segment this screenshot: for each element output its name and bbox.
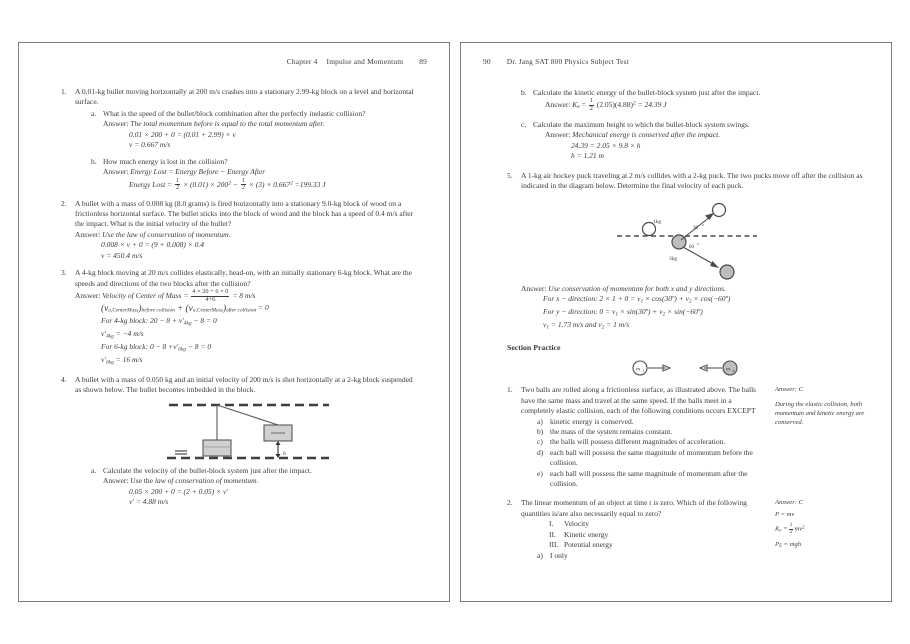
running-head-right-page <box>483 57 629 66</box>
formula-ke-subscript: e <box>779 529 782 535</box>
question-1b-text: How much energy is lost in the collision? <box>103 156 228 166</box>
y-eq-pre: For y − direction: 0 = v <box>543 307 616 317</box>
question-1b <box>75 157 419 192</box>
ke-result: = 24.39 J <box>637 100 667 110</box>
eq-4kg-tail: − 8 = 0 <box>191 316 217 326</box>
page-right <box>460 42 892 602</box>
upper-arrowhead <box>705 213 714 220</box>
formula-pe-symbol: P <box>775 541 780 549</box>
cm-equals-zero: = 0 <box>258 303 269 313</box>
formula-p-body: = mv <box>780 511 795 519</box>
choice-e[interactable] <box>537 469 765 490</box>
running-head-left-page <box>287 57 427 66</box>
vcm-numerator: 4 × 20 + 6 × 0 <box>192 288 229 296</box>
eq-6kg-tail: − 8 = 0 <box>185 342 212 352</box>
question-4a-answer <box>103 476 419 486</box>
practice-1-answer: Answer: C <box>775 386 804 394</box>
question-1b-energy-equation <box>103 178 419 192</box>
answer-prefix: Answer: <box>103 119 129 129</box>
height-label-h: h <box>283 450 286 457</box>
question-3-answer <box>75 289 419 303</box>
question-1a <box>75 109 419 151</box>
question-2-eq1: 0.008 × v + 0 = (9 + 0.008) × 0.4 <box>101 240 205 250</box>
ke-exponent: 2 <box>633 100 636 107</box>
x-eq-sub1: 1 <box>640 298 644 305</box>
question-4a-label: a. <box>91 465 97 475</box>
y-eq-tail: × sin(−60º) <box>665 307 703 317</box>
question-3-text: A 4-kg block moving at 20 m/s collides elastically, head-on, with an initially stationary 6-kg block. What are the speeds and directions of the two blocks after the collision? <box>75 268 413 288</box>
practice-2-romans <box>521 519 765 550</box>
question-5 <box>507 171 867 333</box>
answer-statement: Use conservation of momentum for both x and y directions. <box>548 283 726 293</box>
one-half-fraction-ke <box>589 98 594 112</box>
eq-tail: =199.33 J <box>294 179 326 189</box>
vcm-result: = 8 m/s <box>232 291 256 301</box>
cm-open-b: + (v <box>176 304 193 315</box>
roman-ii <box>549 530 765 540</box>
question-4a-text: Calculate the velocity of the bullet-block system just after the impact. <box>103 465 312 475</box>
page-number-89: 89 <box>419 57 427 66</box>
v1-sym: v <box>543 320 547 330</box>
choice-a-label: a) <box>537 416 543 426</box>
y-eq-sub1: 1 <box>615 311 619 318</box>
answer-statement: Mechanical energy is conserved after the impact. <box>572 130 721 140</box>
question-5-y-equation <box>521 307 867 320</box>
question-4c-answer <box>533 130 867 140</box>
question-4a <box>75 466 419 508</box>
ball-m1-label: m <box>636 366 641 373</box>
v4kg-value: = −4 m/s <box>113 329 144 339</box>
right-page-content <box>461 87 891 561</box>
angle-label-30: 30 <box>693 225 698 231</box>
choice-d[interactable] <box>537 448 765 469</box>
x-eq-sub2: 2 <box>688 298 692 305</box>
question-1a-eq2: v = 0.667 m/s <box>129 140 171 150</box>
fraction-numerator: 1 <box>241 176 245 184</box>
v6kg-value: = 16 m/s <box>113 355 143 364</box>
choice-e-text: each ball will possess the same magnitude of momentum after the collision. <box>550 468 748 489</box>
practice-1-answer-column <box>775 385 867 491</box>
question-2-number: 2. <box>61 198 67 208</box>
question-1-number: 1. <box>61 87 67 96</box>
formula-p-symbol: P <box>775 511 779 519</box>
question-1b-answer <box>103 167 419 177</box>
question-1a-label: a. <box>91 108 97 118</box>
cm-open-a: (v <box>101 304 109 315</box>
choice-a-q2-text: I only <box>550 550 568 560</box>
y-eq-sub2: 2 <box>662 311 666 318</box>
angle-label-60: 60 <box>689 244 694 250</box>
block-at-rest <box>203 440 231 456</box>
practice-1-choices <box>521 417 765 490</box>
cm-sub-4: after collision <box>226 307 257 314</box>
running-head-title: Impulse and Momentum <box>326 57 404 66</box>
formula-pe-subscript: E <box>779 544 782 550</box>
question-5-text: A 1-kg air hockey puck traveling at 2 m/s collides with a 2-kg puck. The two pucks move off after the collision as indicated in the diagram below. Determine the final velocity of each puck. <box>521 170 863 191</box>
question-2-eq2: v = 450.4 m/s <box>101 250 143 260</box>
roman-i-text: Velocity <box>564 519 589 529</box>
practice-question-1 <box>507 385 867 491</box>
question-5-results <box>521 320 867 333</box>
eq-6kg-pre: For 6-kg block: 0 − 8 +v′ <box>101 342 179 352</box>
question-1-text: A 0.01-kg bullet moving horizontally at 200 m/s crashes into a stationary 2.99-kg block on a level and horizontal surface. <box>75 87 414 107</box>
eq-4kg-sub: 4kg <box>183 320 192 327</box>
fraction-numerator: 1 <box>589 97 593 105</box>
question-4b-label: b. <box>521 88 527 97</box>
fraction-denominator: 2 <box>241 184 245 192</box>
v2-sub: 2 <box>601 324 605 331</box>
question-4b-answer <box>533 98 867 113</box>
question-4 <box>61 375 419 508</box>
one-half-fraction <box>175 178 180 192</box>
answer-statement: Velocity of Center of Mass = <box>102 291 189 301</box>
choice-d-text: each ball will possess the same magnitude of momentum before the collision. <box>550 447 753 468</box>
answer-prefix: Answer: <box>75 229 101 239</box>
roman-iii-label: III. <box>549 540 559 550</box>
fraction-numerator: 1 <box>176 176 180 184</box>
formula-ke-exponent: 2 <box>802 525 805 531</box>
choice-d-label: d) <box>537 447 544 457</box>
answer-prefix: Answer: <box>103 167 129 177</box>
question-4-text: A bullet with a mass of 0.050 kg and an initial velocity of 200 m/s is shot horizontally at a 2-kg block suspended as shown below. The bullet becomes imbedded in the block. <box>75 374 413 395</box>
ke-subscript: e <box>577 104 580 111</box>
label-1kg: 1kg <box>653 218 662 225</box>
question-4c-text: Calculate the maximum height to which the bullet-block system swings. <box>533 119 750 129</box>
question-4c-label: c. <box>521 119 527 129</box>
question-5-x-equation <box>521 294 867 307</box>
x-eq-pre: For x − direction: 2 × 1 + 0 = v <box>543 294 641 304</box>
choice-c[interactable] <box>537 437 765 447</box>
formula-momentum <box>775 510 867 520</box>
practice-2-number: 2. <box>507 498 513 508</box>
choice-a[interactable] <box>537 417 765 427</box>
one-half-fraction-2 <box>241 178 246 192</box>
vcm-fraction <box>191 289 229 303</box>
question-4c-eq1: 24.39 = 2.05 × 9.8 × h <box>571 140 641 150</box>
running-head-book-title: Dr. Jang SAT 800 Physics Subject Test <box>506 57 629 66</box>
fraction-denominator: 2 <box>589 104 593 112</box>
exponent-2b: 2 <box>290 180 293 187</box>
section-practice-heading: Section Practice <box>507 343 561 353</box>
formula-potential-energy <box>775 540 867 552</box>
eq-mid-3: × (3) × 0.667 <box>248 179 291 189</box>
answer-statement: Use the law of conservation of momentum. <box>102 229 231 239</box>
question-3-center-mass-equation <box>75 303 419 316</box>
height-arrow-up <box>276 441 281 445</box>
roman-ii-text: Kinetic energy <box>564 529 609 539</box>
roman-i-label: I. <box>549 519 554 529</box>
question-1a-eq1: 0.01 × 200 + 0 = (0.01 + 2.99) × v <box>129 129 236 139</box>
answer-prefix: Answer: <box>545 130 571 140</box>
eq-mid-2: − <box>232 179 238 189</box>
practice-2-answer-column <box>775 498 867 560</box>
ke-equals: = <box>581 100 586 110</box>
question-4a-eq1: 0.05 × 200 + 0 = (2 + 0.05) × v′ <box>129 486 229 496</box>
answer-statement: law of conservation of momentum. <box>154 476 259 486</box>
question-5-number: 5. <box>507 170 513 180</box>
question-2-text: A bullet with a mass of 0.008 kg (8.0 grams) is fired horizontally into a stationary 9.0-kg block of wood on a frictionless horizontal surface. The bullet sticks into the block of wood and the block has a speed of 0.4 m/s after the impact. What is the initial velocity of the bullet? <box>75 198 414 229</box>
two-balls-figure <box>612 357 762 379</box>
v2-value: = 1 m/s <box>604 320 630 330</box>
question-3-eq-4kg-a <box>75 316 419 329</box>
answer-prefix: Answer: Use the <box>103 476 153 486</box>
two-puck-collision-figure <box>589 196 799 282</box>
choice-c-label: c) <box>537 437 543 447</box>
v4kg-sub: 4kg <box>105 333 114 340</box>
practice-2-answer: Answer: C <box>775 499 804 507</box>
answer-statement: Energy Lost = Energy Before − Energy After <box>130 167 266 177</box>
formula-ke-body: mv <box>794 525 803 533</box>
choice-c-text: the balls will possess different magnitudes of acceleration. <box>550 437 726 447</box>
cm-sub-1: a,CenterMass <box>108 307 139 314</box>
choice-e-label: e) <box>537 468 543 478</box>
question-4c-eq2: h = 1.21 m <box>571 151 604 161</box>
cm-sub-3: a,CenterMass <box>192 307 223 314</box>
x-eq-tail: × cos(−60º) <box>691 294 731 304</box>
practice-1-explanation: During the elastic collision, both momentum and kinetic energy are conserved. <box>775 401 865 427</box>
cm-close-b: ) <box>222 304 227 315</box>
question-3-eq-4kg-b <box>75 329 419 342</box>
formula-ke-equals: = <box>783 525 788 533</box>
question-1 <box>61 87 419 192</box>
cm-close-a: ) <box>138 304 142 315</box>
roman-i <box>549 519 765 529</box>
eq-6kg-sub: 6kg <box>178 346 186 353</box>
question-1a-answer <box>103 119 419 129</box>
question-4-number: 4. <box>61 374 67 384</box>
formula-kinetic-energy <box>775 523 867 537</box>
v6kg-sym: v′ <box>101 355 106 364</box>
pendulum-string-diagonal <box>217 405 278 425</box>
fraction-denominator: 2 <box>789 529 793 536</box>
ke-expression: (2.05)(4.88) <box>596 100 634 110</box>
question-3-number: 3. <box>61 268 67 278</box>
roman-iii <box>549 540 765 550</box>
running-head-chapter: Chapter 4 <box>286 57 318 66</box>
practice-2-stem: The linear momentum of an object at time t is zero. Which of the following quantities is/are also necessarily equal to zero? <box>521 498 747 518</box>
formula-ke-symbol: K <box>775 525 780 533</box>
vcm-denominator: 4+6 <box>205 295 216 303</box>
x-eq-mid: × cos(30º) + v <box>643 294 689 304</box>
question-3 <box>61 268 419 368</box>
answer-prefix: Answer: <box>75 291 101 301</box>
ball-m2-label: m <box>726 366 731 373</box>
lower-arrowhead <box>710 261 719 268</box>
bullet-block-pendulum-figure <box>147 400 347 464</box>
question-3-eq-6kg-a <box>75 342 419 355</box>
left-page-content <box>19 87 449 515</box>
v4kg-sym: v′ <box>101 329 106 339</box>
page-number-90: 90 <box>483 57 491 66</box>
answer-prefix: Answer: <box>545 100 571 110</box>
question-4b-text: Calculate the kinetic energy of the bullet-block system just after the impact. <box>533 88 761 97</box>
label-3kg: 3kg <box>669 255 678 262</box>
question-1a-text: What is the speed of the bullet/block combination after the perfectly inelastic collision? <box>103 108 366 118</box>
ke-symbol: K <box>572 100 578 110</box>
v1-sub: 1 <box>546 324 550 331</box>
y-eq-mid: × sin(30º) + v <box>618 307 663 317</box>
ball-m1-subscript: 1 <box>642 369 645 374</box>
eq-4kg-pre: For 4-kg block: 20 − 8 + v′ <box>101 316 184 326</box>
choice-b-text: the mass of the system remains constant. <box>550 427 673 437</box>
answer-statement: The total momentum before is equal to the total momentum after. <box>130 119 325 129</box>
outgoing-puck-lower <box>720 265 734 279</box>
cm-sub-2: before collision <box>141 307 176 314</box>
roman-ii-label: II. <box>549 529 556 539</box>
angle-degree-30: o <box>702 222 704 227</box>
exponent-2: 2 <box>228 180 231 187</box>
question-2 <box>61 199 419 262</box>
choice-a-q2-label: a) <box>537 550 543 560</box>
ball-m2-subscript: 2 <box>732 369 735 374</box>
practice-1-stem: Two balls are rolled along a frictionless surface, as illustrated above. The balls have the same mass and travel at the same speed. If the balls meet in a completely elastic collision, each of the following conditions occurs EXCEPT <box>521 385 757 416</box>
fraction-numerator: 1 <box>789 522 793 529</box>
question-4a-eq2: v′ = 4.88 m/s <box>129 497 169 507</box>
eq-prefix: Energy Lost = <box>129 179 173 189</box>
choice-b-label: b) <box>537 427 544 437</box>
angle-degree-60: o <box>697 241 699 246</box>
v-mid: = 1.73 m/s and v <box>549 320 602 330</box>
lower-velocity-arrow <box>683 244 715 265</box>
v6kg-sub: 6kg <box>105 359 114 366</box>
question-3-eq-6kg-b <box>75 355 419 368</box>
question-1b-label: b. <box>91 156 97 166</box>
question-5-answer <box>521 284 867 294</box>
formula-ke-fraction <box>789 523 794 535</box>
answer-prefix: Answer: <box>521 283 547 293</box>
choice-a-q2[interactable] <box>537 551 765 561</box>
choice-a-text: kinetic energy is conserved. <box>550 416 634 426</box>
choice-b[interactable] <box>537 427 765 437</box>
formula-pe-body: = mgh <box>783 541 802 549</box>
question-4b <box>507 88 867 113</box>
eq-mid-1: × (0.01) × 200 <box>183 179 229 189</box>
outgoing-puck-upper <box>713 203 726 216</box>
practice-2-choices <box>521 551 765 561</box>
practice-question-2 <box>507 498 867 560</box>
practice-1-number: 1. <box>507 385 513 395</box>
page-left <box>18 42 450 602</box>
question-2-answer <box>75 230 419 240</box>
fraction-denominator: 2 <box>176 184 180 192</box>
roman-iii-text: Potential energy <box>564 540 613 550</box>
question-4c <box>507 120 867 162</box>
